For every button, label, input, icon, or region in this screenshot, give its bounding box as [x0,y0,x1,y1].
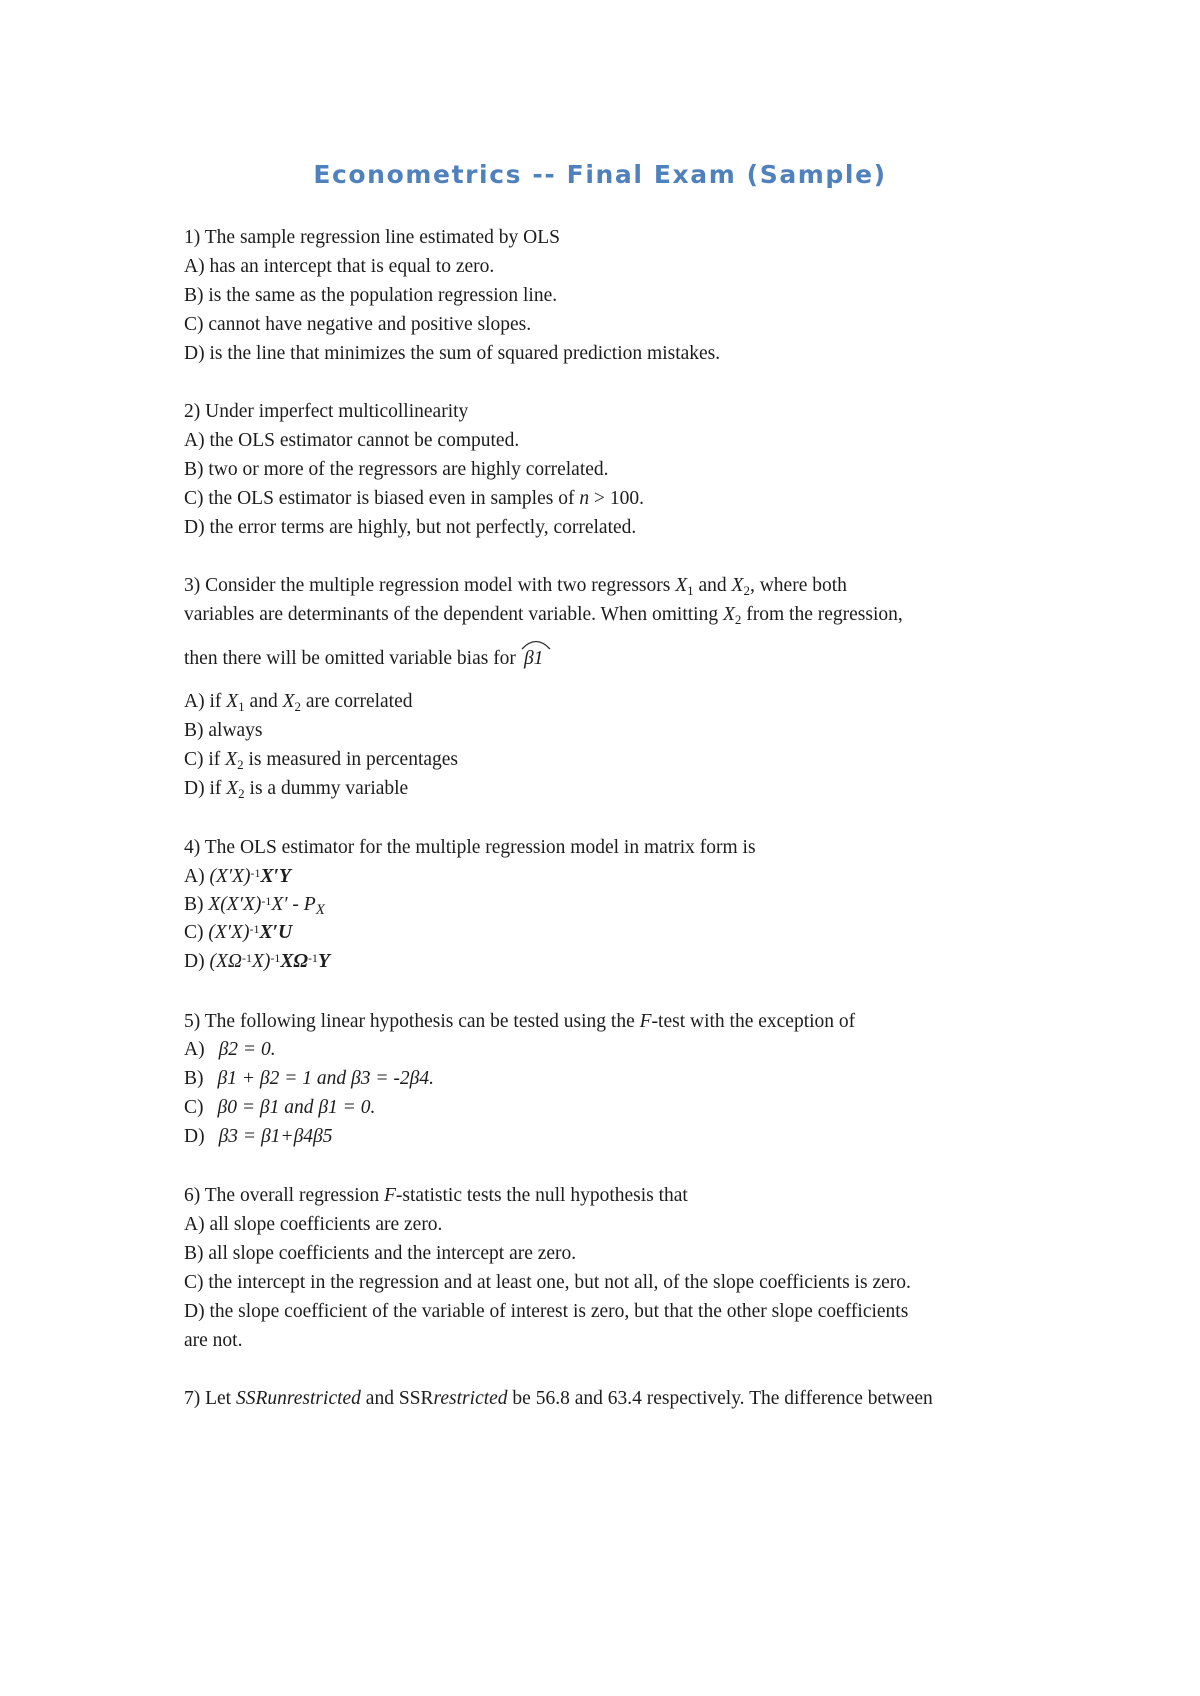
question-4-option-d [184,950,330,973]
question-4-option-c [184,921,292,944]
text: > 100. [589,488,644,509]
question-5-option-b [184,1067,434,1090]
question-5-stem [184,1010,855,1033]
text: be 56.8 and 63.4 respectively. The difference between [507,1388,933,1409]
question-4-stem: 4) The OLS estimator for the multiple regression model in matrix form is [184,837,756,858]
question-6-option-d-line-2: are not. [184,1330,243,1351]
question-3-option-c [184,748,458,773]
question-3-stem-line-2 [184,603,903,628]
question-6-option-b: B) all slope coefficients and the intercept are zero. [184,1243,577,1264]
question-1-option-b: B) is the same as the population regression line. [184,285,558,306]
subscript: 2 [743,583,750,598]
question-5-option-a [184,1038,276,1061]
n-symbol: n [579,488,590,509]
question-1-option-a: A) has an intercept that is equal to zero. [184,256,495,277]
question-2-option-b: B) two or more of the regressors are highly correlated. [184,459,609,480]
option-label: A) [184,1039,205,1060]
question-3-stem-line-1 [184,574,847,599]
f-symbol: F [639,1011,652,1032]
beta-hat [524,647,543,670]
option-label: C) [184,1097,204,1118]
text: 5) The following linear hypothesis can be tested using the [184,1011,640,1032]
hat-icon [520,636,552,650]
subscript: 2 [238,786,245,801]
ssr-symbol: SSR [235,1388,268,1409]
x-symbol: X [675,575,688,596]
matrix-expr: (XΩ [209,951,242,972]
x-symbol: X [226,778,239,799]
text: A) if [184,691,227,712]
matrix-expr: (X′X) [208,922,250,943]
exponent: -1 [250,866,261,880]
question-2-option-a: A) the OLS estimator cannot be computed. [184,430,520,451]
text: C) if [184,749,226,770]
exponent: -1 [241,951,252,965]
hypothesis-expr: β2 = 0. [218,1039,276,1060]
option-label: B) [184,894,209,915]
text: 7) Let [184,1388,236,1409]
subscript: X [315,902,325,918]
subscript: 2 [734,612,742,627]
matrix-expr: X(X′X) [208,894,262,915]
question-7-stem [184,1387,933,1410]
subscript: 1 [238,699,245,714]
question-6-stem [184,1184,688,1207]
exponent: -1 [249,922,260,936]
question-5-option-d [184,1125,333,1148]
text: from the regression, [741,604,903,625]
text: then there will be omitted variable bias for [184,648,516,669]
text: variables are determinants of the dependent variable. When omitting [184,604,723,625]
matrix-expr: (X′X) [209,866,251,887]
text: and [693,575,732,596]
hypothesis-expr: β3 = β1+β4β5 [218,1126,333,1147]
subscript: 2 [237,757,244,772]
question-4-option-b [184,893,325,919]
option-label: D) [184,1126,205,1147]
text: , where both [749,575,847,596]
option-label: C) [184,922,209,943]
text: C) the OLS estimator is biased even in samples of [184,488,580,509]
exponent: -1 [307,951,318,965]
matrix-expr: XΩ [280,951,308,972]
question-1-option-c: C) cannot have negative and positive slopes. [184,314,532,335]
text: D) if [184,778,227,799]
matrix-expr: X′Y [260,866,291,887]
f-symbol: F [384,1185,396,1206]
matrix-expr: X) [251,951,271,972]
text: 6) The overall regression [184,1185,384,1206]
matrix-expr: Y [317,951,330,972]
x-symbol: X [282,691,295,712]
option-label: B) [184,1068,204,1089]
exponent: -1 [270,951,281,965]
question-5-option-c [184,1096,375,1119]
x-symbol: X [225,749,238,770]
question-3-option-a [184,690,413,715]
question-3-option-b: B) always [184,720,263,741]
beta-symbol: β1 [523,648,544,669]
question-3-stem-line-3 [184,647,543,670]
question-2-option-d: D) the error terms are highly, but not perfectly, correlated. [184,517,637,538]
text: are correlated [301,691,413,712]
subscript: 1 [687,583,694,598]
option-label: D) [184,951,210,972]
x-symbol: X [731,575,744,596]
text: and [244,691,283,712]
x-symbol: X [226,691,239,712]
question-6-option-d-line-1: D) the slope coefficient of the variable of interest is zero, but that the other slope coefficients [184,1301,909,1322]
question-2-option-c [184,487,644,510]
text: 3) Consider the multiple regression model with two regressors [184,575,676,596]
text: is measured in percentages [243,749,459,770]
hypothesis-expr: β1 + β2 = 1 and β3 = -2β4. [217,1068,434,1089]
text: is a dummy variable [244,778,409,799]
subscript: 2 [294,699,301,714]
option-label: A) [184,866,210,887]
matrix-expr: X′ - P [271,894,316,915]
ssr-subscript: unrestricted [267,1388,361,1409]
question-4-option-a [184,865,291,888]
ssr-subscript: restricted [433,1388,508,1409]
question-6-option-c: C) the intercept in the regression and at least one, but not all, of the slope coefficients is zero. [184,1272,911,1293]
matrix-expr: X′U [259,922,293,943]
page-title: Econometrics -- Final Exam (Sample) [313,160,887,189]
question-2-stem: 2) Under imperfect multicollinearity [184,401,469,422]
text: -statistic tests the null hypothesis that [395,1185,688,1206]
exponent: -1 [261,894,272,908]
hypothesis-expr: β0 = β1 and β1 = 0. [217,1097,376,1118]
question-1-option-d: D) is the line that minimizes the sum of squared prediction mistakes. [184,343,721,364]
x-symbol: X [722,604,735,625]
text: and SSR [360,1388,434,1409]
question-1-stem: 1) The sample regression line estimated by OLS [184,227,561,248]
question-6-option-a: A) all slope coefficients are zero. [184,1214,443,1235]
question-3-option-d [184,777,408,802]
text: -test with the exception of [651,1011,856,1032]
